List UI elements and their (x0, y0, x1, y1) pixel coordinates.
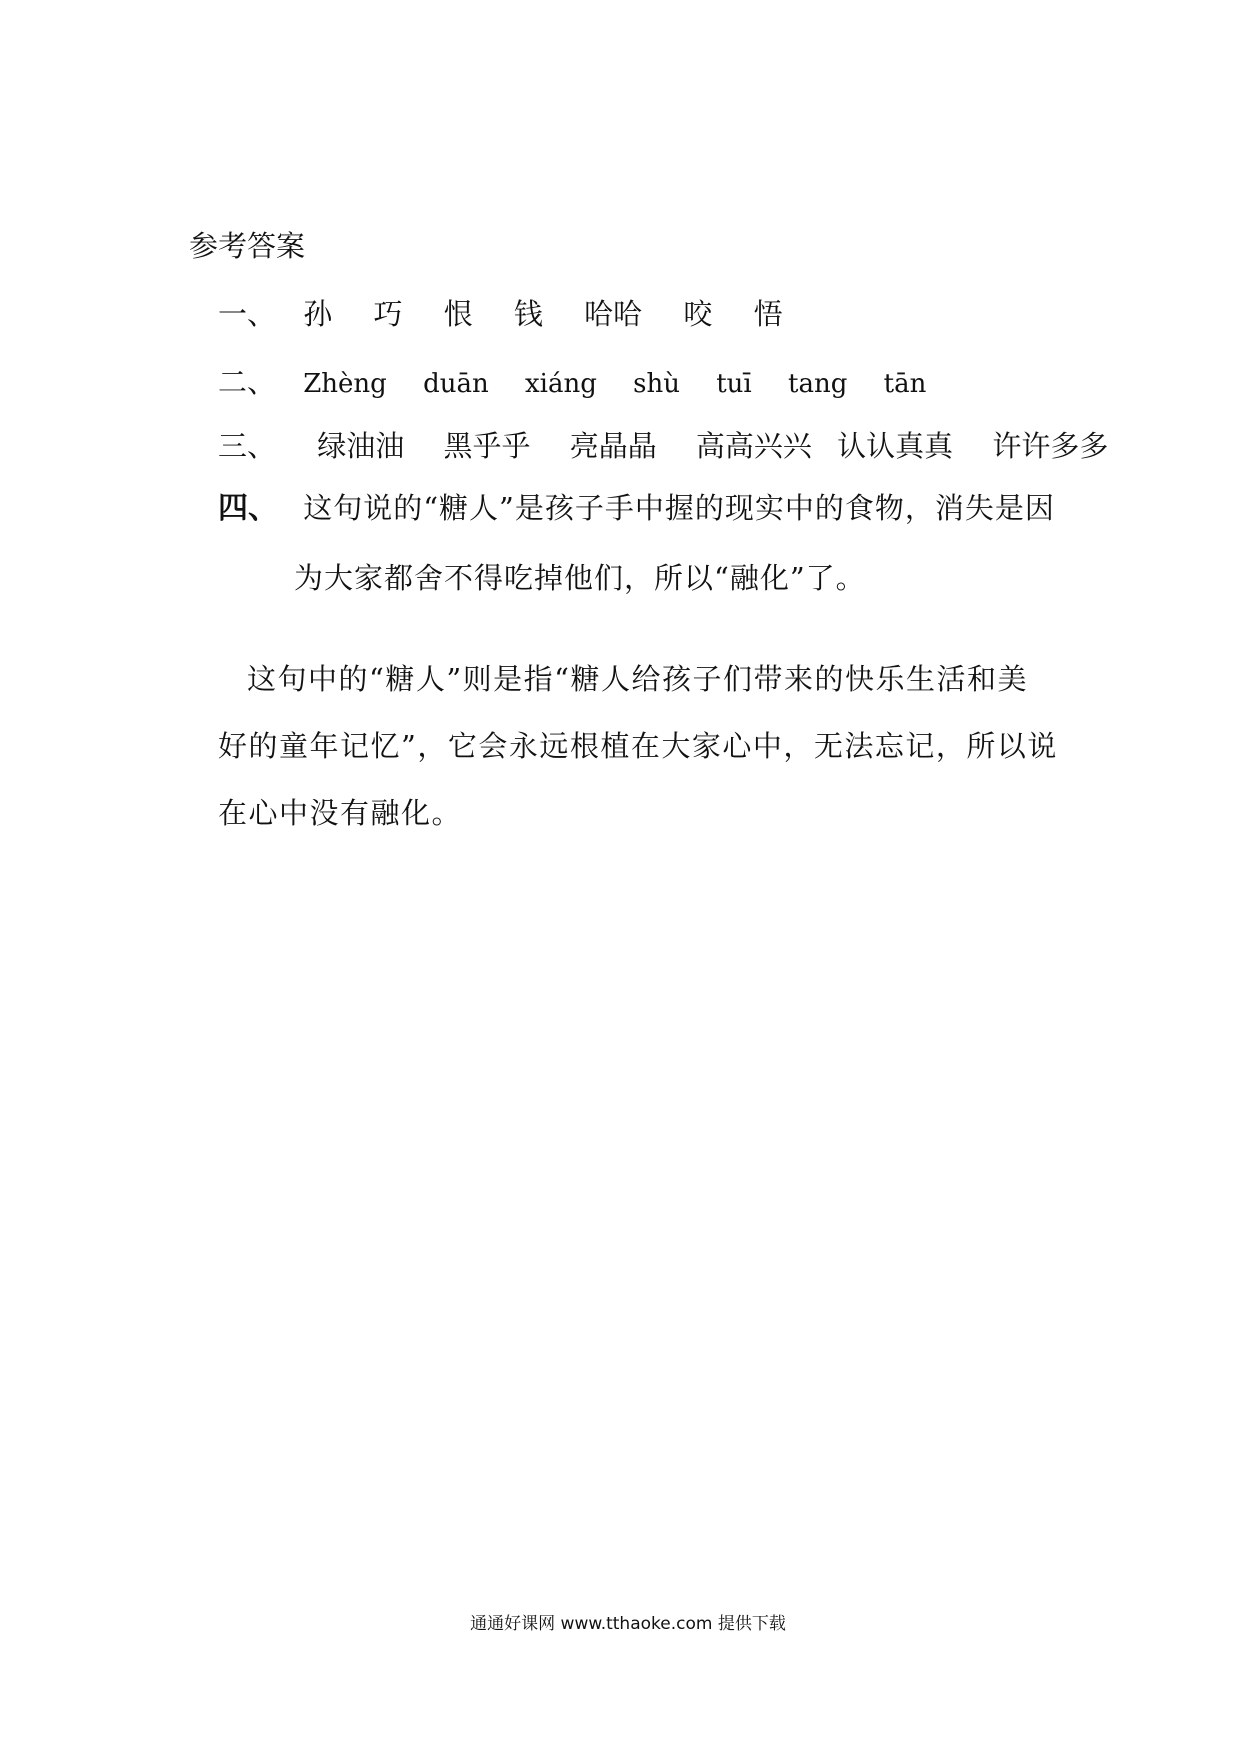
pinyin-item: tuī (716, 369, 752, 399)
answer-item: 钱 (513, 297, 543, 331)
answer-4-line-2: 为大家都舍不得吃掉他们，所以“融化”了。 (294, 561, 866, 595)
answer-items-2 (303, 364, 954, 404)
answer-item: 悟 (753, 297, 783, 331)
pinyin-item: duān (423, 369, 489, 399)
answer-row-4 (218, 488, 1073, 529)
pinyin-item: shù (633, 369, 680, 399)
answer-item: 巧 (373, 297, 403, 331)
answer-4-paragraph: 这句中的“糖人”则是指“糖人给孩子们带来的快乐生活和美好的童年记忆”，它会永远根植在大家心中，无法忘记，所以说在心中没有融化。 (218, 662, 1058, 830)
footer-source: 通通好课网 www.tthaoke.com 提供下载 (470, 1614, 786, 1634)
answer-item: 哈哈 (584, 297, 643, 331)
answer-item: 咬 (683, 297, 713, 331)
answer-item: 黑乎乎 (443, 429, 531, 463)
answer-items-1 (303, 294, 814, 334)
question-number-4: 四、 (218, 491, 278, 526)
answer-item: 恨 (443, 297, 473, 331)
question-number-3: 三、 (218, 429, 277, 463)
question-number-1: 一、 (218, 297, 277, 331)
answer-row-2 (218, 362, 954, 404)
pinyin-item: xiáng (524, 369, 597, 399)
answer-items-3 (317, 426, 1138, 466)
pinyin-item: tān (883, 369, 927, 399)
answer-row-1 (218, 294, 815, 334)
question-number-2: 二、 (218, 365, 277, 399)
answer-item: 认认真真 (837, 429, 954, 463)
answer-row-3 (218, 426, 1138, 466)
answer-item: 绿油油 (317, 429, 405, 463)
pinyin-item: Zhèng (303, 369, 387, 399)
answer-heading: 参考答案 (189, 229, 306, 263)
answer-item: 高高兴兴 (695, 429, 812, 463)
answer-4-line-1: 这句说的“糖人”是孩子手中握的现实中的食物，消失是因 (303, 491, 1055, 525)
answer-item: 孙 (303, 297, 333, 331)
answer-item: 许许多多 (992, 429, 1109, 463)
pinyin-item: tang (788, 369, 848, 399)
answer-item: 亮晶晶 (569, 429, 657, 463)
